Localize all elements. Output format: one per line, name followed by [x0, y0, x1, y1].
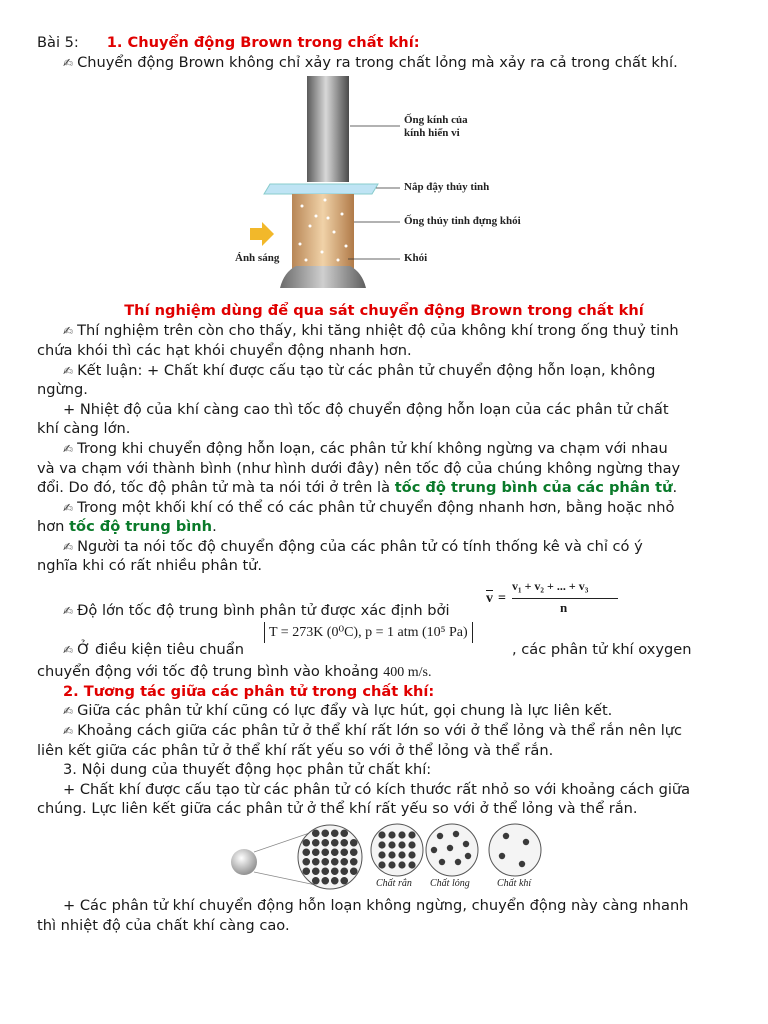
paragraph-2-line-2: ngừng. [37, 381, 88, 398]
molecule-dot [340, 829, 348, 837]
formula-fraction-bar [512, 598, 618, 599]
paragraph-4-line-1: ✍ Trong khi chuyển động hỗn loạn, các phân tử khí không ngừng va chạm với nhau [63, 440, 668, 457]
paragraph-9: chuyển động với tốc độ trung bình vào khoảng 400 m/s. [37, 663, 432, 680]
paragraph-3-line-1: + Nhiệt độ của khí càng cao thì tốc độ chuyển động hỗn loạn của các phân tử chất [63, 401, 669, 418]
solid-label: Chất rắn [376, 878, 412, 889]
molecule-dot [331, 877, 339, 885]
paragraph-12-line-1: + Chất khí được cấu tạo từ các phân tử có kích thước rất nhỏ so với khoảng cách giữa [63, 781, 691, 798]
paragraph-13-line-2: thì nhiệt độ của chất khí càng cao. [37, 917, 290, 934]
formula-equals: = [498, 591, 506, 606]
molecule-dot [350, 858, 358, 866]
molecule-dot [331, 848, 339, 856]
molecule-dot [350, 848, 358, 856]
paragraph-6-line-1: ✍ Người ta nói tốc độ chuyển động của các phân tử có tính thống kê và chỉ có ý [63, 538, 643, 555]
molecule-dot [321, 858, 329, 866]
lens-label-1: Ống kính của [404, 114, 468, 126]
paragraph-12-line-2: chúng. Lực liên kết giữa các phân tử ở thể khí rất yếu so với ở thể lỏng và thể rắn. [37, 800, 638, 817]
molecule-dot [321, 877, 329, 885]
pointing-hand-icon: ✍ [63, 56, 74, 70]
light-arrow [250, 222, 274, 246]
paragraph-11-line-1: ✍ Khoảng cách giữa các phân tử ở thể khí rất lớn so với ở thể lỏng và thể rắn nên lực [63, 722, 683, 739]
paragraph-1-line-1: ✍ Thí nghiệm trên còn cho thấy, khi tăng nhiệt độ của không khí trong ống thuỷ tinh [63, 322, 679, 339]
molecule-dot [331, 839, 339, 847]
paragraph-13-line-1: + Các phân tử khí chuyển động hỗn loạn không ngừng, chuyển động này càng nhanh [63, 897, 689, 914]
molecule-dot [408, 851, 415, 858]
average-speed-formula [484, 579, 624, 619]
molecule-dot [331, 858, 339, 866]
pointing-hand-icon: ✍ [63, 704, 74, 718]
section-3-title: 3. Nội dung của thuyết động học phân tử chất khí: [63, 761, 432, 778]
molecule-dot [340, 877, 348, 885]
molecule-dot [321, 848, 329, 856]
molecule-dot [312, 829, 320, 837]
paragraph-2-line-1: ✍ Kết luận: + Chất khí được cấu tạo từ các phân tử chuyển động hỗn loạn, không [63, 362, 656, 379]
molecule-dot [312, 848, 320, 856]
molecule-dot [331, 867, 339, 875]
section-1-title: 1. Chuyển động Brown trong chất khí: [106, 34, 420, 51]
pointing-hand-icon: ✍ [63, 643, 74, 657]
light-label: Ánh sáng [235, 252, 280, 264]
molecule-dot [340, 858, 348, 866]
paragraph-7: ✍ Độ lớn tốc độ trung bình phân tử được xác định bởi [63, 602, 450, 619]
molecule-dot [331, 829, 339, 837]
molecule-dot [378, 831, 385, 838]
paragraph-11-line-2: liên kết giữa các phân tử ở thể khí rất yếu so với ở thể lỏng và thể rắn. [37, 742, 554, 759]
molecule-dot [312, 858, 320, 866]
pointing-hand-icon: ✍ [63, 364, 74, 378]
molecule-dot [350, 839, 358, 847]
molecule-dot [350, 867, 358, 875]
pointing-hand-icon: ✍ [63, 442, 74, 456]
molecule-dot [378, 861, 385, 868]
molecule-dot [388, 831, 395, 838]
glass-cover [264, 184, 378, 194]
formula-denominator: n [560, 600, 568, 615]
molecule-dot [340, 848, 348, 856]
intro-paragraph: ✍ Chuyển động Brown không chỉ xảy ra trong chất lỏng mà xảy ra cả trong chất khí. [63, 54, 678, 71]
molecule-dot [398, 851, 405, 858]
molecule-dot [388, 861, 395, 868]
chamber-base [280, 266, 366, 288]
molecule-dot [398, 831, 405, 838]
molecule-dot [302, 839, 310, 847]
paragraph-4-line-3: đổi. Do đó, tốc độ phân tử mà ta nói tới ở trên là tốc độ trung bình của các phân tử. [37, 479, 678, 496]
paragraph-4-line-2: và va chạm với thành bình (như hình dưới đây) nên tốc độ của chúng không ngừng thay [37, 460, 681, 477]
molecule-dot [302, 867, 310, 875]
molecule-dot [408, 861, 415, 868]
paragraph-8-start: ✍ Ở điều kiện tiêu chuẩn [63, 641, 244, 658]
figure-1-caption: Thí nghiệm dùng để qua sát chuyển động Brown trong chất khí [124, 302, 644, 319]
formula-numerator: v₁ + v₂ + ... + v₃ [512, 579, 589, 593]
paragraph-3-line-2: khí càng lớn. [37, 420, 131, 437]
molecule-dot [398, 861, 405, 868]
apple-icon [231, 849, 257, 875]
section-2-title: 2. Tương tác giữa các phân tử trong chất khí: [63, 683, 435, 700]
lesson-number: Bài 5: [37, 34, 79, 51]
paragraph-8-end: , các phân tử khí oxygen [512, 641, 692, 658]
molecule-dot [321, 829, 329, 837]
microscope-lens-tube [307, 76, 349, 182]
paragraph-1-line-2: chứa khói thì các hạt khói chuyển động nhanh hơn. [37, 342, 412, 359]
pointing-hand-icon: ✍ [63, 324, 74, 338]
magnified-view [298, 825, 362, 889]
lesson-heading [37, 33, 737, 52]
gas-circle [489, 824, 541, 876]
molecule-dot [312, 839, 320, 847]
smoke-label: Khói [404, 252, 428, 264]
gas-label: Chất khí [497, 878, 532, 889]
molecule-dot [378, 851, 385, 858]
molecule-dot [388, 851, 395, 858]
molecule-dot [312, 877, 320, 885]
liquid-label: Chất lỏng [430, 878, 470, 889]
cover-label: Nắp đậy thủy tinh [404, 181, 490, 193]
molecule-dot [408, 831, 415, 838]
paragraph-6-line-2: nghĩa khi có rất nhiều phân tử. [37, 557, 263, 574]
molecule-dot [388, 841, 395, 848]
molecule-dot [340, 839, 348, 847]
average-speed-term: tốc độ trung bình của các phân tử [394, 479, 673, 496]
molecule-dot [398, 841, 405, 848]
average-speed-term-2: tốc độ trung bình [69, 518, 213, 535]
molecule-dot [321, 839, 329, 847]
paragraph-5-line-1: ✍ Trong một khối khí có thể có các phân tử chuyển động nhanh hơn, bằng hoặc nhỏ [63, 499, 675, 516]
molecule-dot [302, 848, 310, 856]
paragraph-10: ✍ Giữa các phân tử khí cũng có lực đẩy và lực hút, gọi chung là lực liên kết. [63, 702, 613, 719]
molecule-dot [302, 858, 310, 866]
molecule-dot [321, 867, 329, 875]
speed-value: 400 m/s. [383, 665, 432, 680]
solid-circle [371, 824, 423, 876]
molecule-dot [340, 867, 348, 875]
molecule-dot [378, 841, 385, 848]
tube-label: Ống thủy tinh đựng khói [404, 215, 521, 227]
lens-label-2: kính hiển vi [404, 127, 460, 139]
pointing-hand-icon: ✍ [63, 501, 74, 515]
pointing-hand-icon: ✍ [63, 604, 74, 618]
pointing-hand-icon: ✍ [63, 724, 74, 738]
pointing-hand-icon: ✍ [63, 540, 74, 554]
formula-lhs: $\overline{v}$ [486, 591, 493, 606]
molecule-dot [408, 841, 415, 848]
standard-conditions: T = 273K (0⁰C), p = 1 atm (10⁵ Pa) [264, 622, 473, 643]
paragraph-5-line-2: hơn tốc độ trung bình. [37, 518, 217, 535]
molecule-dot [312, 867, 320, 875]
